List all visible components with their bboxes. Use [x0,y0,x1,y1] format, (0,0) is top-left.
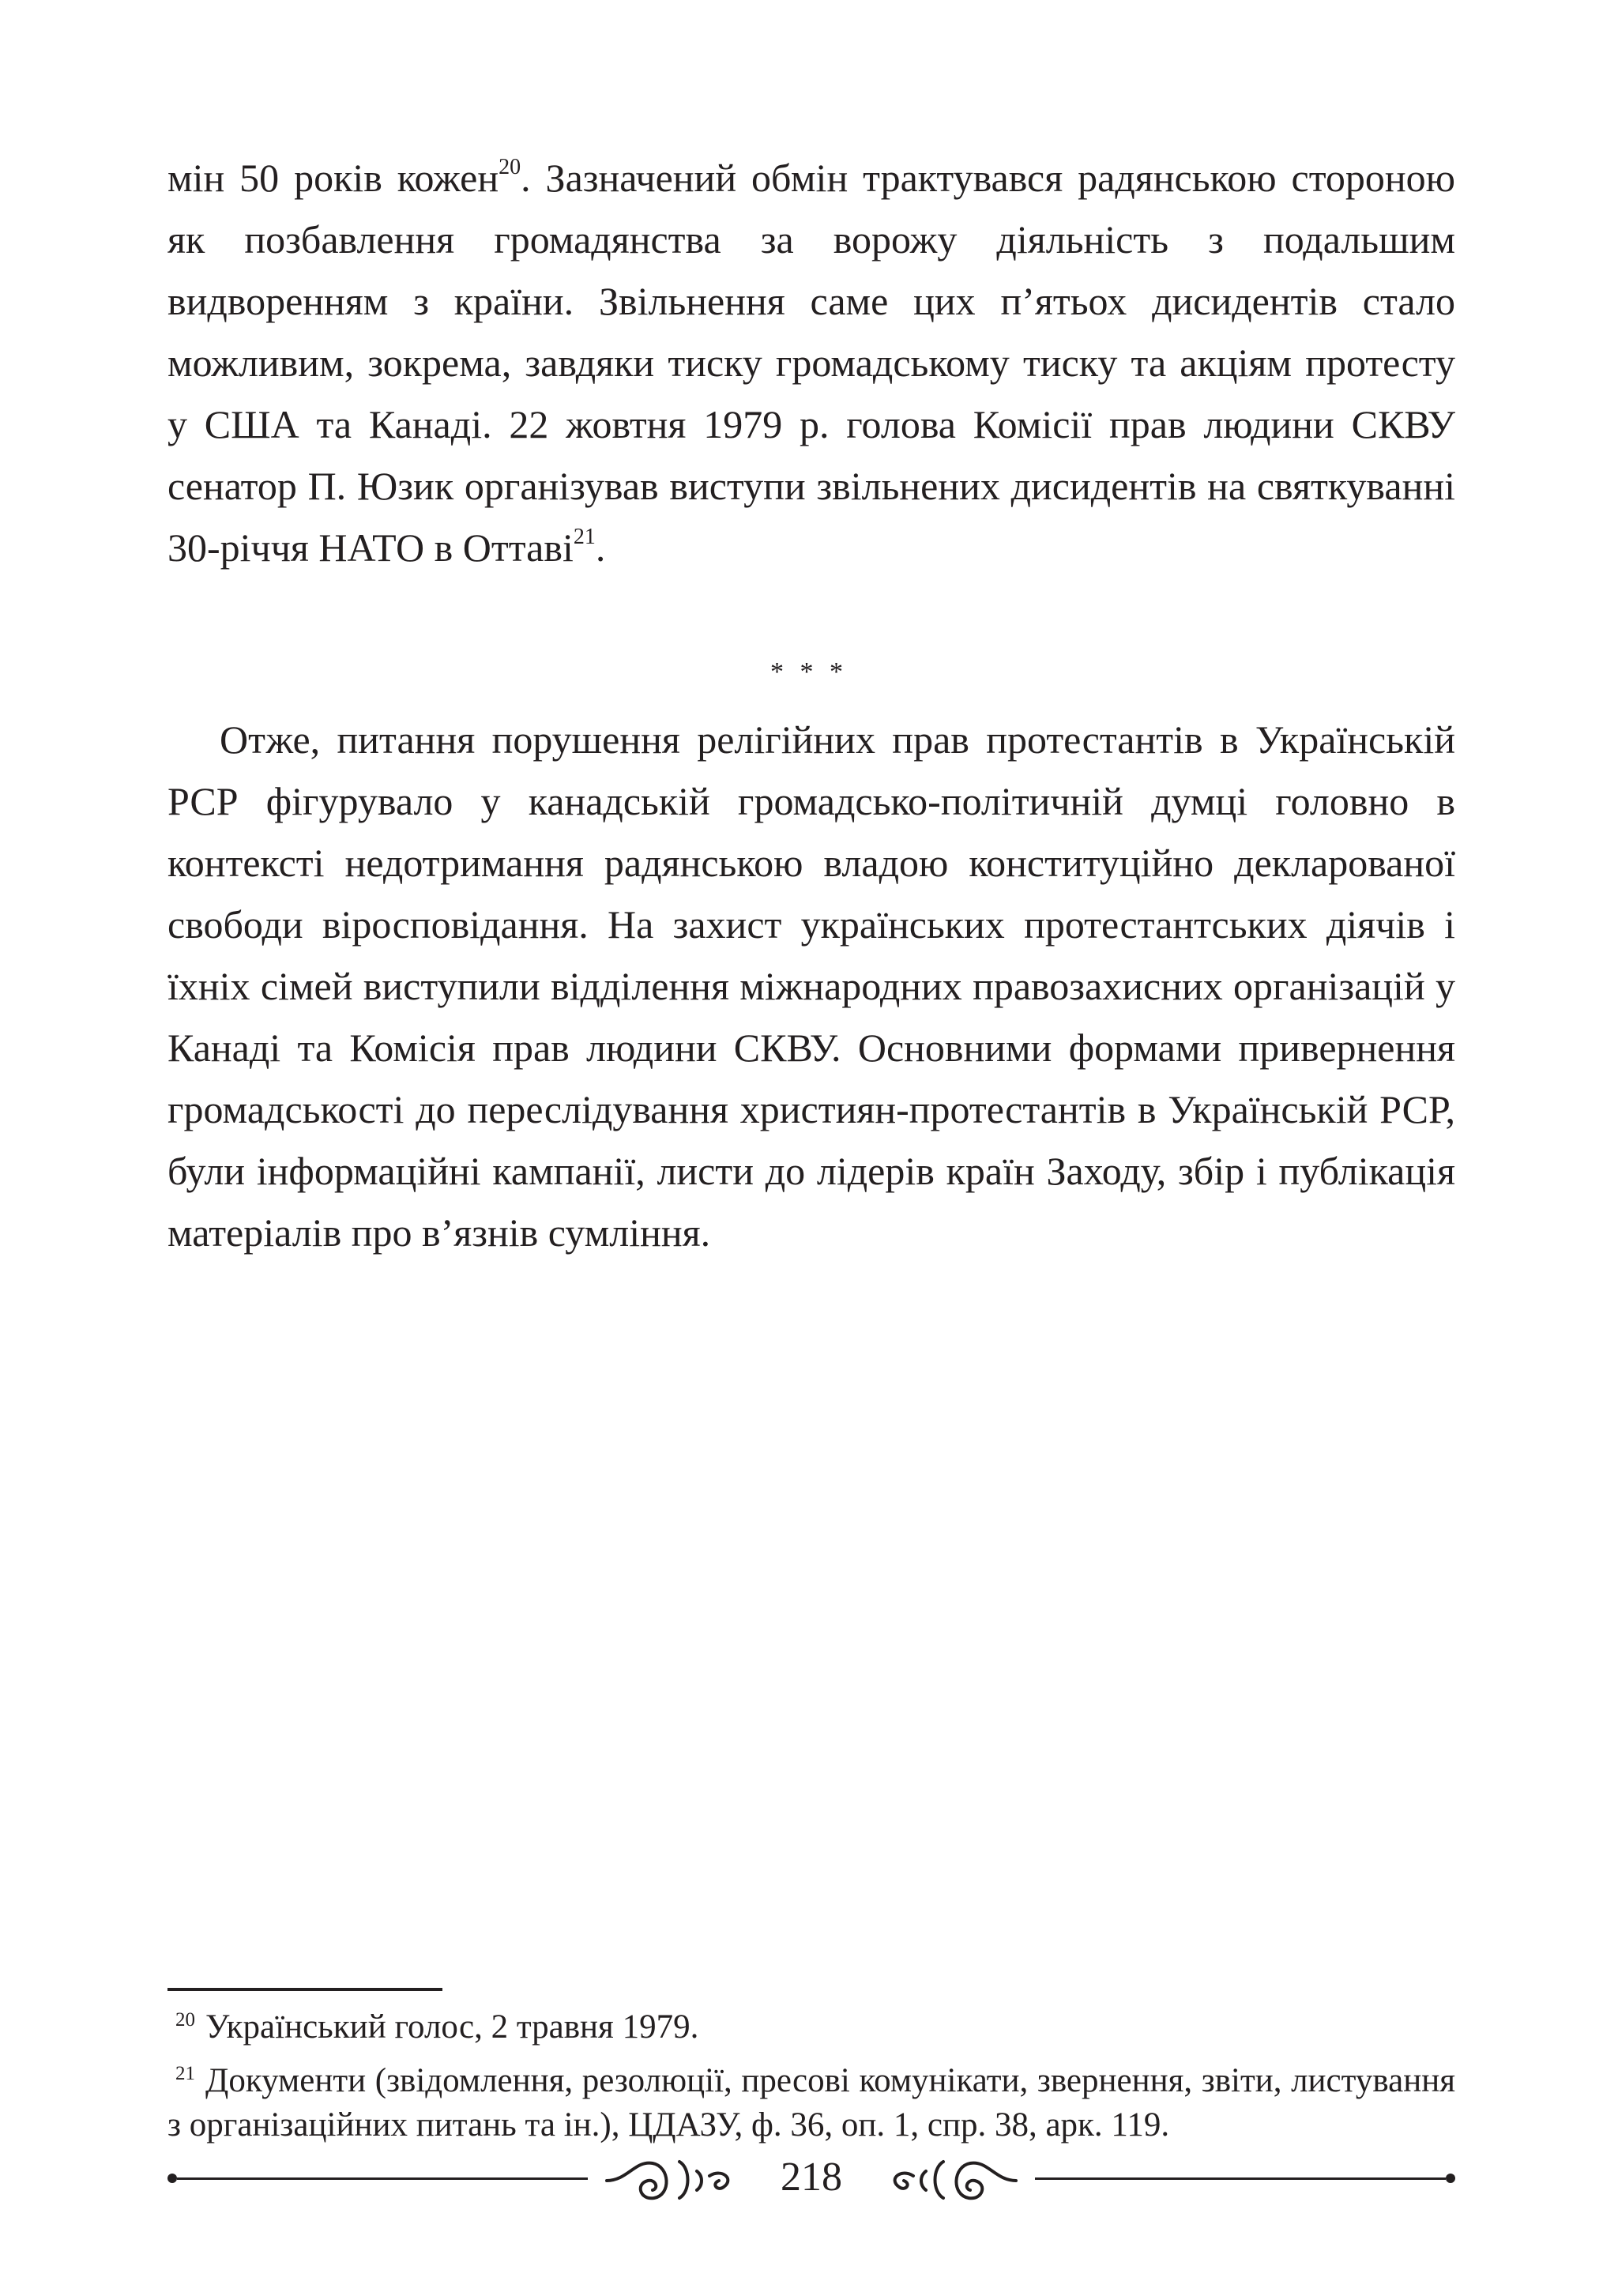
page-footer-ornament [167,2147,1455,2211]
footnote-text: Український голос, 2 травня 1979. [205,2008,699,2046]
ornament-dot-right [1446,2174,1455,2183]
footnote-ref-20: 20 [499,155,521,180]
paragraph-text: . Зазначений обмін трактувався радянською стороною як позбавлення громадянства за ворожу діяльність з подальшим видворенням з країни. Звільнення саме цих п’ятьох дисидентів стало можливим, зокрема, завдяки тиску громадському тиску та акціям протесту у США та Канаді. 22 жовтня 1979 р. голова Комісії прав людини СКВУ сенатор П. Юзик організував виступи звільнених дисидентів на святкуванні 30-річчя НАТО в Оттаві [167,156,1456,570]
paragraph-text: . [595,525,606,570]
body-paragraph-conclusion: Отже, питання порушення релігійних прав протестантів в Українській РСР фігурувало у канадській громадсько-політичній думці головно в контексті недотримання радянською владою конституційно декларованої свободи віросповідання. На захист українських протестантських діячів і їхніх сімей виступили відділення міжнародних правозахисних організацій у Канаді та Комісія прав людини СКВУ. Основними формами привернення громадськості до переслідування християн-протестантів в Українській РСР, були інформаційні кампанії, листи до лідерів країн Заходу, збір і публікація матеріалів про в’язнів сумління. [167,717,1455,1255]
ornament-line-right [1035,2177,1446,2180]
page-number: 218 [781,2155,842,2200]
flourish-right-icon [885,2152,1019,2208]
footnote-text: Документи (звідомлення, резолюції, пресові комунікати, звернення, звіти, листування з організаційних питань та ін.), ЦДАЗУ, ф. 36, оп. 1, спр. 38, арк. 119. [167,2062,1455,2144]
footnote-20: 20 Український голос, 2 травня 1979. [175,2008,699,2046]
body-paragraph-continued [167,147,1455,578]
footnote-ref-21: 21 [573,525,596,550]
footnotes-block [167,2005,1455,2157]
footnote-separator-rule [167,1988,442,1991]
paragraph-text: мін 50 років кожен [167,156,499,200]
section-break-asterisks: * * * [770,657,848,687]
footnote-21: 21 Документи (звідомлення, резолюції, пресові комунікати, звернення, звіти, листування з організаційних питань та ін.), ЦДАЗУ, ф. 36, оп. 1, спр. 38, арк. 119. [167,2062,1455,2144]
